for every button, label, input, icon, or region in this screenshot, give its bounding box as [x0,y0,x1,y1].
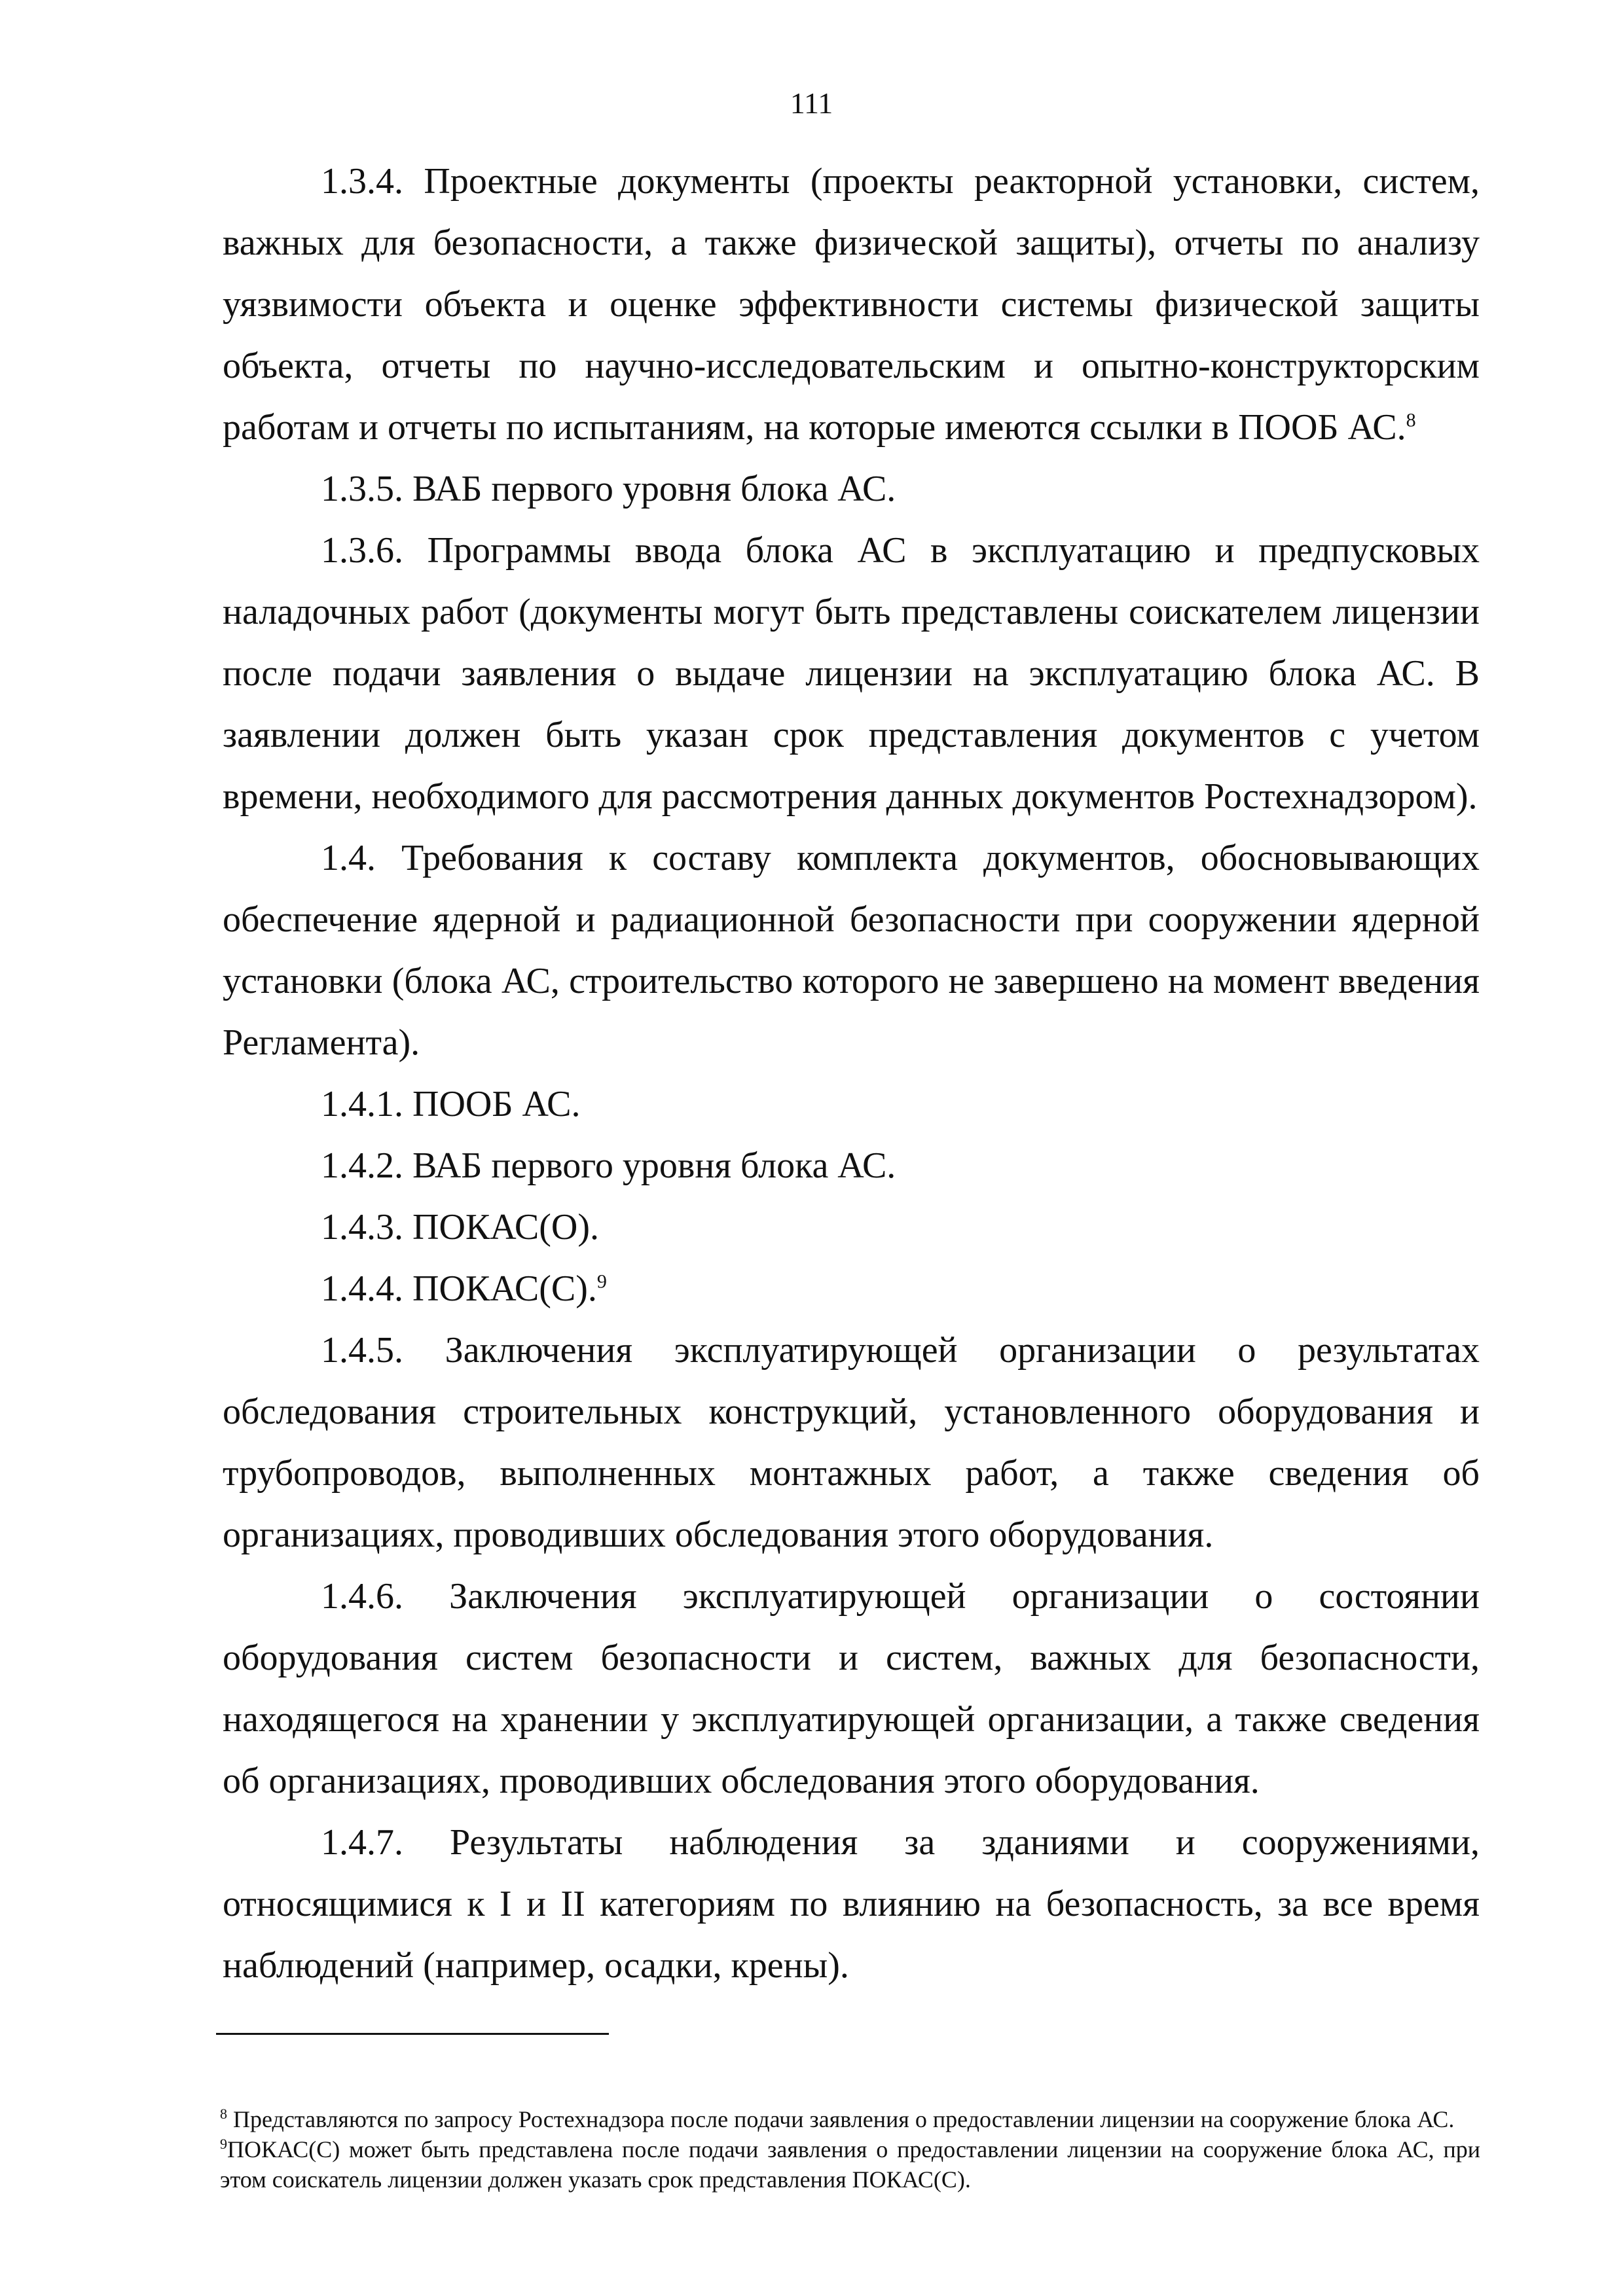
clause-number: 1.4.2. [321,1145,403,1186]
clause-text: Программы ввода блока АС в эксплуатацию и предпусковых наладочных работ (документы могут быть представлены соискателем лицензии после подачи заявления о выдаче лицензии на эксплуатацию блока АС. В заявлении должен быть указан срок представления документов с учетом времени, необходимого для рассмотрения данных документов Ростехнадзором). [223,530,1480,817]
footnote-8 [220,2104,1480,2134]
clause-text: Требования к составу комплекта документов, обосновывающих обеспечение ядерной и радиационной безопасности при сооружении ядерной установки (блока АС, строительство которого не завершено на момент введения Регламента). [223,838,1480,1063]
paragraph-1-4-2 [223,1135,1480,1196]
paragraph-1-3-4 [223,151,1480,458]
clause-text: ВАБ первого уровня блока АС. [412,1145,896,1186]
clause-text: ПООБ АС. [412,1084,581,1124]
clause-number: 1.3.5. [321,469,403,509]
footnote-9 [220,2134,1480,2195]
clause-text: Заключения эксплуатирующей организации о состоянии оборудования систем безопасности и систем, важных для безопасности, находящегося на хранении у эксплуатирующей организации, а также сведения об организациях, проводивших обследования этого оборудования. [223,1576,1480,1801]
paragraph-1-4-5 [223,1319,1480,1566]
clause-text: Результаты наблюдения за зданиями и сооружениями, относящимися к I и II категориям по влиянию на безопасность, за все время наблюдений (например, осадки, крены). [223,1822,1480,1986]
clause-number: 1.4.4. [321,1268,403,1309]
paragraph-1-3-5 [223,458,1480,520]
clause-number: 1.3.6. [321,530,403,571]
clause-number: 1.4.5. [321,1330,403,1371]
footnote-separator [216,2033,609,2035]
clause-text: ПОКАС(С). [412,1268,597,1309]
clause-text: Заключения эксплуатирующей организации о результатах обследования строительных конструкций, установленного оборудования и трубопроводов, выполненных монтажных работ, а также сведения об организациях, проводивших обследования этого оборудования. [223,1330,1480,1555]
clause-text: ВАБ первого уровня блока АС. [412,469,896,509]
clause-number: 1.4. [321,838,376,878]
clause-number: 1.4.1. [321,1084,403,1124]
clause-number: 1.4.7. [321,1822,403,1863]
clause-number: 1.3.4. [321,161,403,202]
footnote-reference: 9 [596,1270,607,1293]
paragraph-1-3-6 [223,520,1480,827]
paragraph-1-4-1 [223,1073,1480,1135]
document-body [223,151,1480,1996]
footnote-mark: 8 [220,2106,227,2122]
footnote-mark: 9 [220,2136,227,2152]
paragraph-1-4-7 [223,1812,1480,1996]
paragraph-1-4 [223,827,1480,1073]
clause-number: 1.4.6. [321,1576,403,1617]
clause-text: ПОКАС(О). [412,1207,599,1247]
paragraph-1-4-4 [223,1258,1480,1319]
paragraph-1-4-6 [223,1566,1480,1812]
footnote-text: Представляются по запросу Ростехнадзора после подачи заявления о предоставлении лицензии на сооружение блока АС. [233,2106,1455,2132]
footnote-reference: 8 [1406,409,1416,431]
page-number: 111 [790,86,833,120]
paragraph-1-4-3 [223,1196,1480,1258]
clause-text: Проектные документы (проекты реакторной установки, систем, важных для безопасности, а также физической защиты), отчеты по анализу уязвимости объекта и оценке эффективности системы физической защиты объекта, отчеты по научно-исследовательским и опытно-конструкторским работам и отчеты по испытаниям, на которые имеются ссылки в ПООБ АС. [223,161,1480,448]
footnotes [220,2104,1480,2195]
clause-number: 1.4.3. [321,1207,403,1247]
footnote-text: ПОКАС(С) может быть представлена после подачи заявления о предоставлении лицензии на сооружение блока АС, при этом соискатель лицензии должен указать срок представления ПОКАС(С). [220,2136,1480,2193]
